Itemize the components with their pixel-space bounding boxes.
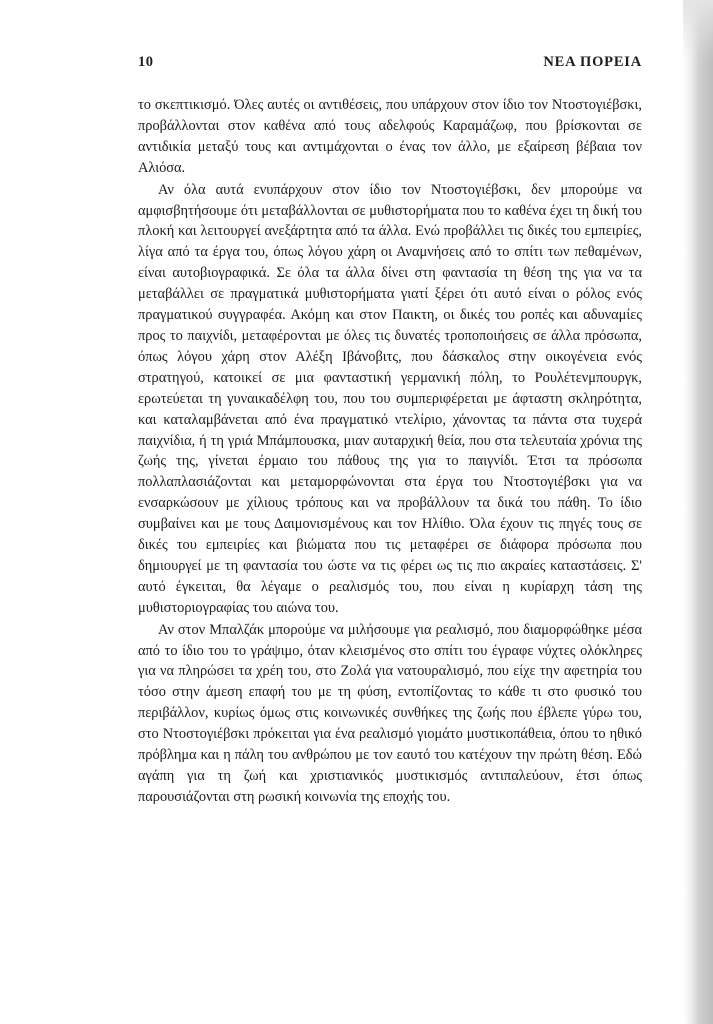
running-title: ΝΕΑ ΠΟΡΕΙΑ (543, 54, 642, 70)
body-text (138, 95, 642, 808)
scan-edge-shadow (683, 0, 713, 1024)
page-number: 10 (138, 54, 154, 70)
page-header (138, 54, 642, 76)
paragraph-3: Αν στον Μπαλζάκ μπορούμε να μιλήσουμε για ρεαλισμό, που διαμορφώθηκε μέσα από το ίδιο του το γράψιμο, όταν κλεισμένος στο σπίτι του έγραφε νύχτες ολόκληρες για να πληρώσει τα χρέη του, στο Ζολά για νατουραλισμό, που είχε την αφετηρία του τόσο στην άμεση επαφή του με τη φύση, εντοπίζοντας το κάθε τι στο φυσικό του περιβάλλον, κυρίως όμως στις κοινωνικές συνθήκες της ζωής που έβλεπε γύρω του, στο Ντοστογιέβσκι πρόκειται για ένα ρεαλισμό γιομάτο μυστικοπάθεια, όπου το ηθικό πρόβλημα και η πάλη του ανθρώπου με τον εαυτό του κατέχουν την πρώτη θέση. Εδώ αγάπη για τη ζωή και χριστιανικός μυστικισμός αντιπαλεύουν, έτσι όπως παρουσιάζονται στη ρωσική κοινωνία της εποχής του. (138, 621, 642, 805)
paragraph-1: το σκεπτικισμό. Όλες αυτές οι αντιθέσεις, που υπάρχουν στον ίδιο τον Ντοστογιέβσκι, προβάλλονται στον καθένα από τους αδελφούς Καραμάζωφ, που βρίσκονται σε αντιδικία μεταξύ τους και αντιμάχονται ο ένας τον άλλο, με εξαίρεση βέβαια τον Αλιόσα. (138, 97, 642, 176)
paragraph-2: Αν όλα αυτά ενυπάρχουν στον ίδιο τον Ντοστογιέβσκι, δεν μπορούμε να αμφισβητήσουμε ότι μεταβάλλονται σε μυθιστορήματα που το καθένα έχει τη δική του πλοκή και λειτουργεί ανεξάρτητα από τα άλλα. Ενώ προβάλλει τις δικές του εμπειρίες, λίγα από τα έργα του, όπως λόγου χάρη οι Αναμνήσεις από το σπίτι των πεθαμένων, είναι αυτοβιογραφικά. Σε όλα τα άλλα δίνει στη φαντασία τη θέση της για να τα μεταβάλλει σε πραγματικά μυθιστορήματα γιατί ξέρει ότι αυτό είναι ο ρόλος ενός πραγματικού συγγραφέα. Ακόμη και στον Παικτη, οι δικές του ροπές και αδυναμίες προς το παιχνίδι, μεταφέρονται με όλες τις δυνατές τροποποιήσεις σε άλλα πρόσωπα, όπως λόγου χάρη στον Αλέξη Ιβάνοβιτς, που δάσκαλος στην οικογένεια ενός στρατηγού, κατοικεί σε μια φανταστική γερμανική πόλη, το Ρουλέτενμπουργκ, ερωτεύεται τη γυναικαδέλφη του, που του συμπεριφέρεται με άφταστη σκληρότητα, και καταλαμβάνεται από ένα πραγματικό ντελίριο, χάνοντας τα πάντα στα τυχερά παιχνίδια, ή τη γριά Μπάμπουσκα, μιαν αυταρχική θεία, που στα τελευταία χρόνια της ζωής της, γίνεται έρμαιο του πάθους της για το παιγνίδι. Έτσι τα πρόσωπα πολλαπλασιάζονται και μεταμορφώνονται στα έργα του Ντοστογιέβσκι για να ενσαρκώσουν με χίλιους τρόπους και να προβάλλουν τα δικά του πάθη. Το ίδιο συμβαίνει και με τους Δαιμονισμένους και τον Ηλίθιο. Όλα έχουν τις πηγές τους σε δικές του εμπειρίες και βιώματα που τις μεταφέρει σε διάφορα πρόσωπα που δημιουργεί με τη φαντασία του ώστε να τις φέρει ως τις πιο ακραίες καταστάσεις. Σ' αυτό έγκειται, θα λέγαμε ο ρεαλισμός του, που είναι η κυρίαρχη τάση της μυθιστοριογραφίας του αιώνα του. (138, 181, 642, 616)
scan-edge-corner (683, 0, 713, 60)
